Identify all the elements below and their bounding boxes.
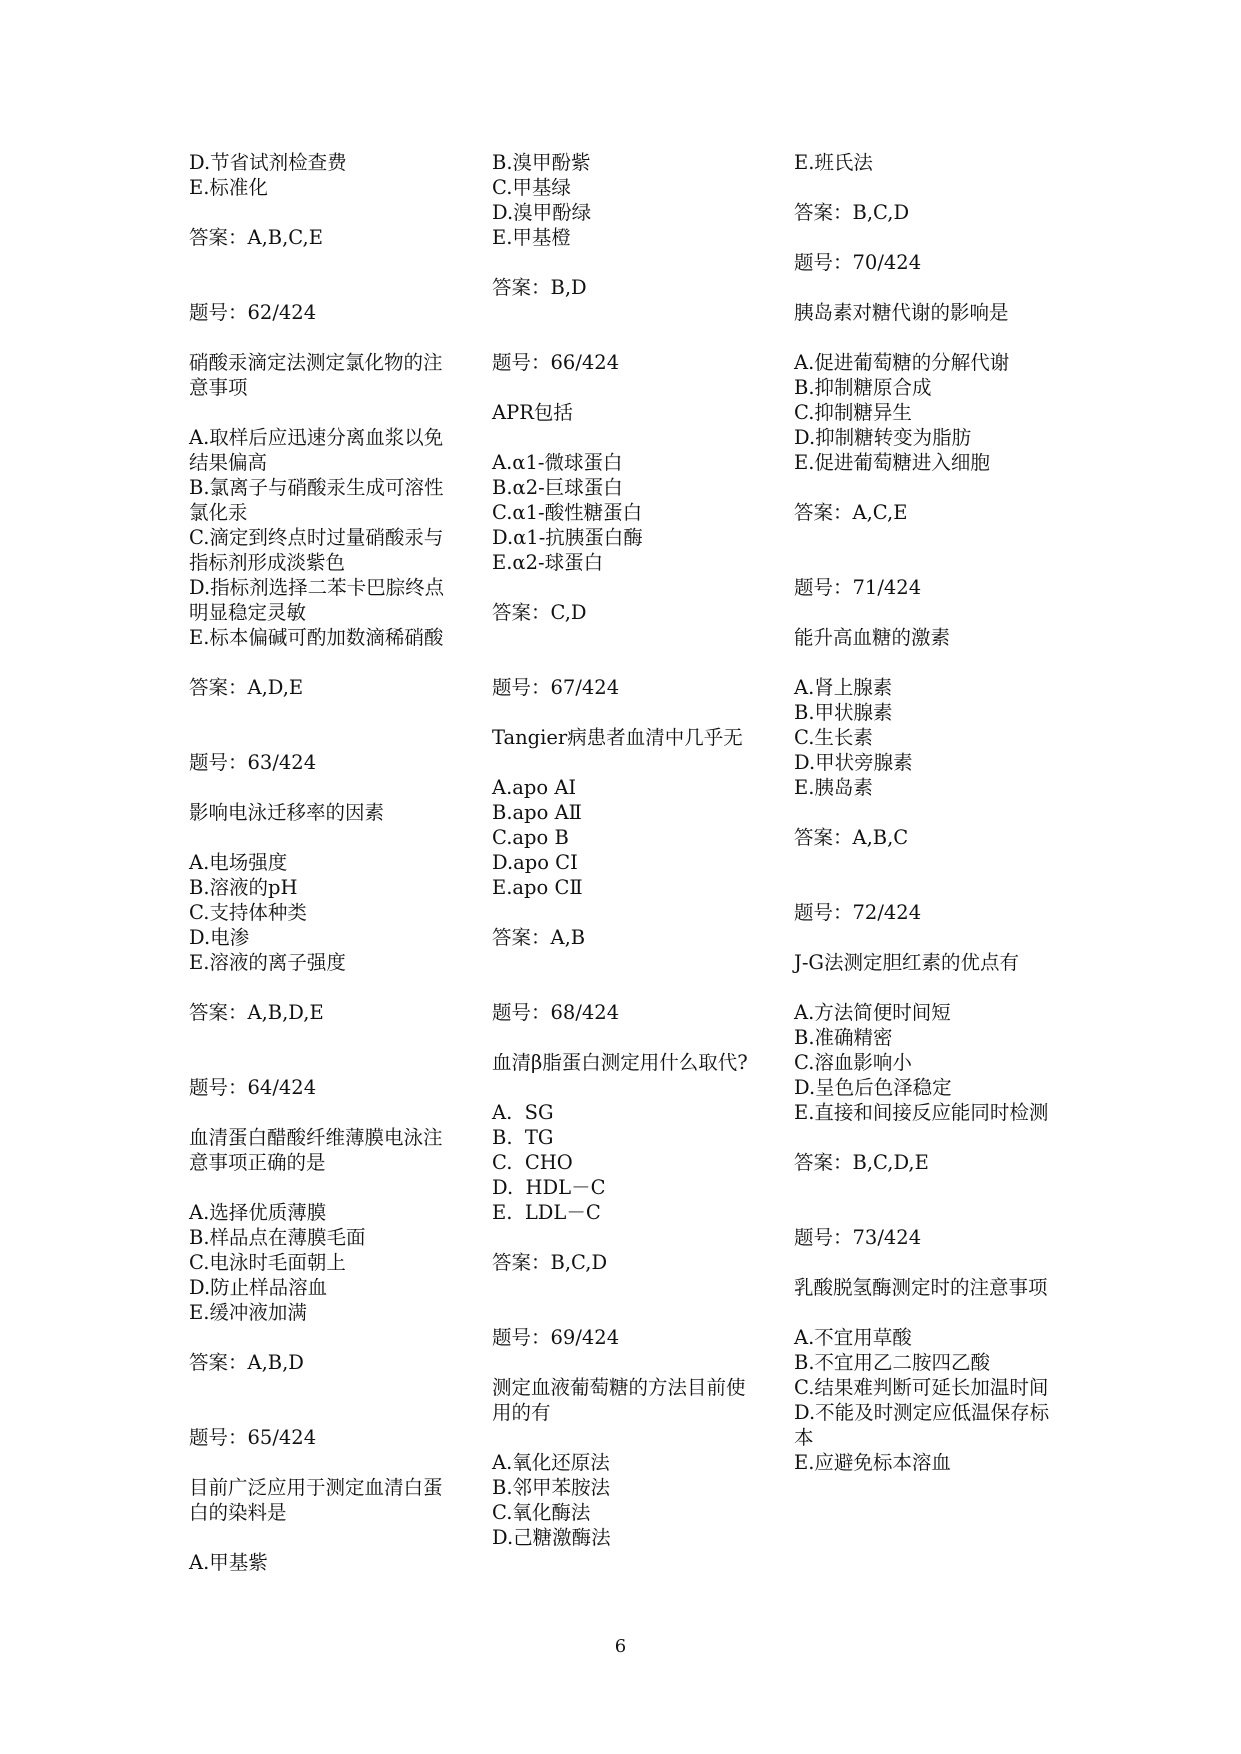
- answer-text: 答案：A,B,D,E: [189, 1001, 324, 1024]
- spacer: [794, 600, 1059, 625]
- question-text: Tangier病患者血清中几乎无: [492, 726, 743, 749]
- option-text: B. TG: [492, 1126, 554, 1149]
- option-text: B.溴甲酚紫: [492, 151, 591, 174]
- question-number: 题号：72/424: [794, 901, 922, 924]
- option-text: A.取样后应迅速分离血浆以免结果偏高: [189, 426, 444, 474]
- option-text: B.样品点在薄膜毛面: [189, 1226, 366, 1249]
- spacer: [189, 1375, 454, 1425]
- answer-text: 答案：B,C,D,E: [794, 1151, 929, 1174]
- option-text: D.呈色后色泽稳定: [794, 1076, 952, 1099]
- question-text: APR包括: [492, 401, 573, 424]
- spacer: [794, 275, 1059, 300]
- option-text: B.准确精密: [794, 1026, 893, 1049]
- option-text: A. SG: [492, 1101, 554, 1124]
- option-text: A.甲基紫: [189, 1551, 268, 1574]
- spacer: [794, 475, 1059, 500]
- question-text: 目前广泛应用于测定血清白蛋白的染料是: [189, 1476, 443, 1524]
- option-text: D.甲状旁腺素: [794, 751, 913, 774]
- question-text: 胰岛素对糖代谢的影响是: [794, 301, 1009, 324]
- question-number: 题号：66/424: [492, 351, 620, 374]
- spacer: [492, 750, 757, 775]
- option-text: D.抑制糖转变为脂肪: [794, 426, 972, 449]
- spacer: [794, 650, 1059, 675]
- text-column-2: [492, 150, 757, 1550]
- option-text: C.结果难判断可延长加温时间: [794, 1376, 1049, 1399]
- spacer: [189, 975, 454, 1000]
- question-number: 题号：71/424: [794, 576, 922, 599]
- option-text: C.支持体种类: [189, 901, 307, 924]
- question-number: 题号：65/424: [189, 1426, 317, 1449]
- option-text: C. CHO: [492, 1151, 573, 1174]
- spacer: [794, 925, 1059, 950]
- option-text: C.生长素: [794, 726, 873, 749]
- option-text: E.apo CⅡ: [492, 876, 583, 899]
- spacer: [492, 1275, 757, 1325]
- option-text: B.抑制糖原合成: [794, 376, 932, 399]
- question-number: 题号：68/424: [492, 1001, 620, 1024]
- answer-text: 答案：B,C,D: [492, 1251, 608, 1274]
- spacer: [189, 825, 454, 850]
- spacer: [794, 525, 1059, 575]
- answer-text: 答案：A,B,C: [794, 826, 909, 849]
- spacer: [189, 650, 454, 675]
- option-text: E.标本偏碱可酌加数滴稀硝酸: [189, 626, 444, 649]
- answer-text: 答案：A,B: [492, 926, 586, 949]
- answer-text: 答案：A,C,E: [794, 501, 908, 524]
- spacer: [492, 1225, 757, 1250]
- option-text: B.甲状腺素: [794, 701, 893, 724]
- spacer: [492, 1025, 757, 1050]
- option-text: C.氧化酶法: [492, 1501, 591, 1524]
- answer-text: 答案：B,D: [492, 276, 587, 299]
- option-text: D.溴甲酚绿: [492, 201, 592, 224]
- spacer: [492, 900, 757, 925]
- spacer: [189, 400, 454, 425]
- answer-text: 答案：B,C,D: [794, 201, 910, 224]
- question-text: 血清蛋白醋酸纤维薄膜电泳注意事项正确的是: [189, 1126, 443, 1174]
- text-column-3: [794, 150, 1059, 1475]
- question-number: 题号：63/424: [189, 751, 317, 774]
- option-text: B.氯离子与硝酸汞生成可溶性氯化汞: [189, 476, 444, 524]
- spacer: [492, 1075, 757, 1100]
- option-text: B.α2-巨球蛋白: [492, 476, 623, 499]
- option-text: C.apo B: [492, 826, 569, 849]
- option-text: D. HDL－C: [492, 1176, 606, 1199]
- option-text: E.应避免标本溶血: [794, 1451, 951, 1474]
- option-text: A.α1-微球蛋白: [492, 451, 623, 474]
- spacer: [794, 800, 1059, 825]
- option-text: A.方法简便时间短: [794, 1001, 951, 1024]
- option-text: E.胰岛素: [794, 776, 873, 799]
- option-text: C.抑制糖异生: [794, 401, 912, 424]
- option-text: E.促进葡萄糖进入细胞: [794, 451, 990, 474]
- option-text: A.促进葡萄糖的分解代谢: [794, 351, 1010, 374]
- spacer: [794, 850, 1059, 900]
- option-text: B.不宜用乙二胺四乙酸: [794, 1351, 991, 1374]
- option-text: E.直接和间接反应能同时检测: [794, 1101, 1049, 1124]
- spacer: [492, 625, 757, 675]
- spacer: [492, 300, 757, 350]
- spacer: [492, 1425, 757, 1450]
- question-text: 乳酸脱氢酶测定时的注意事项: [794, 1276, 1048, 1299]
- option-text: D.电渗: [189, 926, 250, 949]
- spacer: [492, 375, 757, 400]
- question-number: 题号：62/424: [189, 301, 317, 324]
- question-text: 能升高血糖的激素: [794, 626, 951, 649]
- spacer: [189, 1450, 454, 1475]
- question-text: 血清β脂蛋白测定用什么取代?: [492, 1051, 748, 1074]
- spacer: [492, 250, 757, 275]
- spacer: [189, 1175, 454, 1200]
- spacer: [492, 1350, 757, 1375]
- spacer: [189, 250, 454, 300]
- spacer: [794, 1175, 1059, 1225]
- spacer: [492, 950, 757, 1000]
- option-text: A.电场强度: [189, 851, 288, 874]
- spacer: [794, 175, 1059, 200]
- spacer: [794, 225, 1059, 250]
- option-text: B.apo AⅡ: [492, 801, 582, 824]
- spacer: [189, 200, 454, 225]
- option-text: E.班氏法: [794, 151, 873, 174]
- question-text: 测定血液葡萄糖的方法目前使用的有: [492, 1376, 746, 1424]
- answer-text: 答案：A,B,D: [189, 1351, 304, 1374]
- option-text: A.apo AⅠ: [492, 776, 577, 799]
- option-text: D.不能及时测定应低温保存标本: [794, 1401, 1050, 1449]
- spacer: [189, 325, 454, 350]
- option-text: D.apo CⅠ: [492, 851, 578, 874]
- option-text: C.溶血影响小: [794, 1051, 912, 1074]
- option-text: A.选择优质薄膜: [189, 1201, 327, 1224]
- spacer: [189, 1100, 454, 1125]
- option-text: E. LDL－C: [492, 1201, 601, 1224]
- option-text: D.α1-抗胰蛋白酶: [492, 526, 643, 549]
- option-text: D.节省试剂检查费: [189, 151, 347, 174]
- option-text: D.指标剂选择二苯卡巴腙终点明显稳定灵敏: [189, 576, 445, 624]
- question-number: 题号：67/424: [492, 676, 620, 699]
- text-column-1: [189, 150, 454, 1575]
- option-text: D.防止样品溶血: [189, 1276, 328, 1299]
- option-text: E.α2-球蛋白: [492, 551, 604, 574]
- option-text: E.缓冲液加满: [189, 1301, 307, 1324]
- option-text: D.己糖激酶法: [492, 1526, 611, 1549]
- option-text: A.不宜用草酸: [794, 1326, 912, 1349]
- option-text: E.甲基橙: [492, 226, 571, 249]
- spacer: [492, 425, 757, 450]
- question-number: 题号：70/424: [794, 251, 922, 274]
- option-text: E.标准化: [189, 176, 268, 199]
- answer-text: 答案：A,D,E: [189, 676, 304, 699]
- option-text: A.氧化还原法: [492, 1451, 610, 1474]
- spacer: [794, 1250, 1059, 1275]
- spacer: [189, 700, 454, 750]
- spacer: [189, 1525, 454, 1550]
- spacer: [189, 1325, 454, 1350]
- spacer: [189, 1025, 454, 1075]
- option-text: C.电泳时毛面朝上: [189, 1251, 346, 1274]
- answer-text: 答案：A,B,C,E: [189, 226, 323, 249]
- question-text: J-G法测定胆红素的优点有: [794, 951, 1019, 974]
- spacer: [492, 700, 757, 725]
- option-text: B.溶液的pH: [189, 876, 298, 899]
- spacer: [794, 1125, 1059, 1150]
- spacer: [794, 975, 1059, 1000]
- question-number: 题号：73/424: [794, 1226, 922, 1249]
- option-text: A.肾上腺素: [794, 676, 893, 699]
- question-number: 题号：64/424: [189, 1076, 317, 1099]
- spacer: [492, 575, 757, 600]
- question-number: 题号：69/424: [492, 1326, 620, 1349]
- option-text: C.α1-酸性糖蛋白: [492, 501, 643, 524]
- option-text: B.邻甲苯胺法: [492, 1476, 611, 1499]
- page-number: 6: [614, 1636, 627, 1657]
- question-text: 影响电泳迁移率的因素: [189, 801, 385, 824]
- spacer: [794, 1300, 1059, 1325]
- option-text: C.甲基绿: [492, 176, 571, 199]
- question-text: 硝酸汞滴定法测定氯化物的注意事项: [189, 351, 443, 399]
- option-text: E.溶液的离子强度: [189, 951, 346, 974]
- answer-text: 答案：C,D: [492, 601, 587, 624]
- option-text: C.滴定到终点时过量硝酸汞与指标剂形成淡紫色: [189, 526, 444, 574]
- spacer: [189, 775, 454, 800]
- spacer: [794, 325, 1059, 350]
